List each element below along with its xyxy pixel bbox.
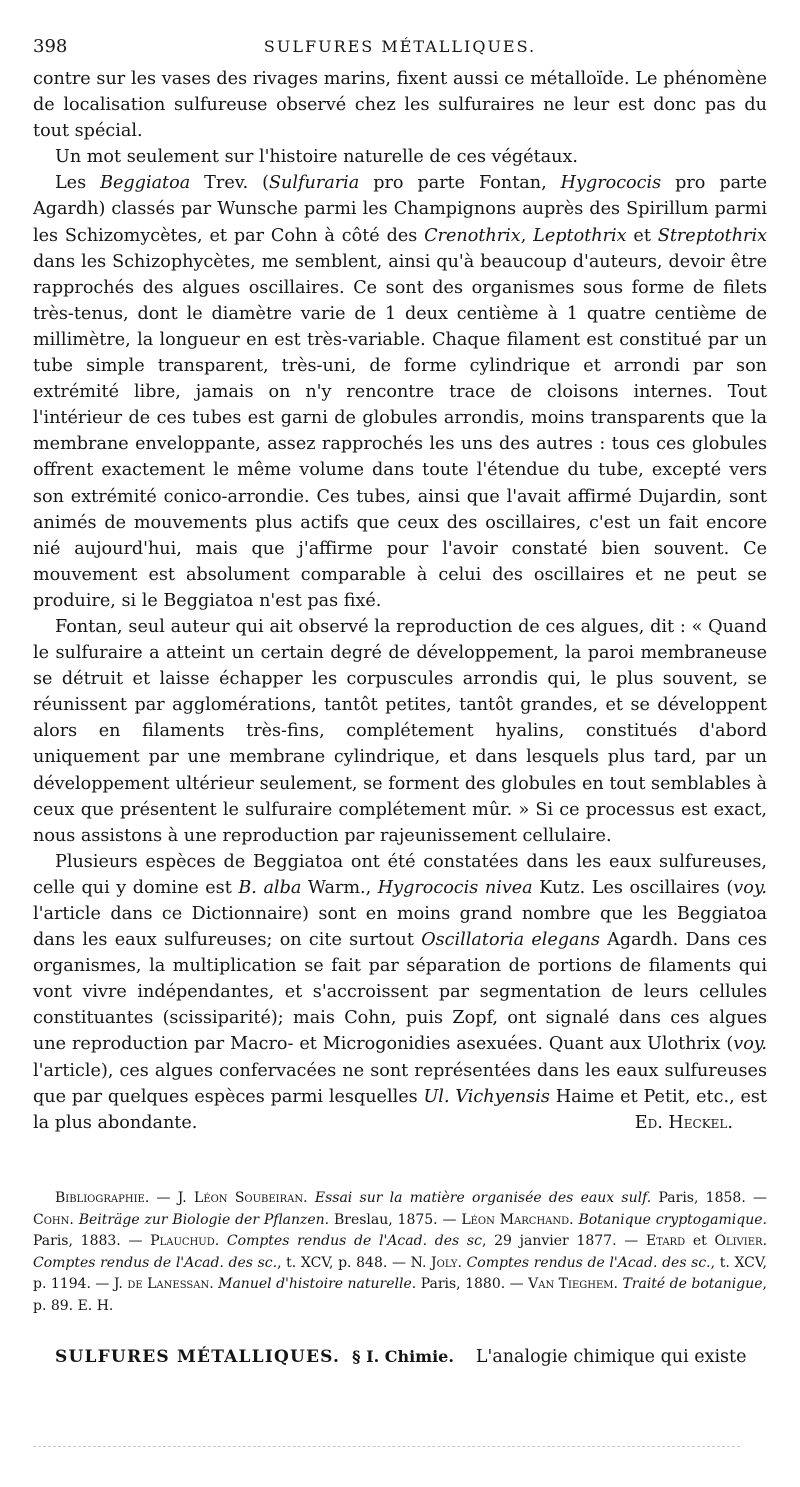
italic-run: Ul. Vichyensis [423, 1086, 550, 1107]
italic-run: Manuel d'histoire naturelle. [218, 1276, 417, 1292]
italic-run: Traité de botanigue [622, 1276, 763, 1292]
italic-run: Comptes rendus de l'Acad. des sc. [33, 1254, 278, 1271]
text-run: Trev. ( [190, 173, 269, 194]
text-run: . [762, 1233, 768, 1249]
italic-run: Hygrococis [560, 173, 662, 194]
italic-run: Beiträge zur Biologie der Pflanzen. [78, 1211, 330, 1228]
text-run: Paris, 1880. — [416, 1276, 529, 1292]
article-body [33, 66, 767, 1136]
italic-run: Sulfuraria [269, 173, 360, 194]
text-run: Haime et Petit, etc., est la plus abondante. [33, 1086, 768, 1133]
bleed-through-line [33, 1446, 740, 1447]
text-run: et [685, 1233, 715, 1249]
smallcaps-run: Léon Marchand [461, 1211, 570, 1228]
paragraph-5 [33, 849, 767, 1136]
running-head: SULFURES MÉTALLIQUES. [263, 36, 537, 56]
italic-run: Beggiatoa [100, 173, 191, 194]
next-entry-heading [55, 1344, 767, 1370]
smallcaps-run: Van Tieghem [528, 1276, 614, 1292]
text-run: , t. XCV, p. 1194. — J. [33, 1254, 768, 1292]
smallcaps-run: Cohn [33, 1211, 70, 1228]
smallcaps-run: de Lanessan [127, 1276, 210, 1292]
text-run: , t. XCV, p. 848. — N. [277, 1254, 432, 1271]
text-run: Les [55, 173, 101, 194]
italic-run: voy. [733, 877, 768, 898]
paragraph-3 [33, 170, 767, 614]
paragraph-1: contre sur les vases des rivages marins, fixent aussi ce métalloïde. Le phénomène de localisation sulfureuse observé chez les sulfuraires ne leur est donc pas du tout spécial. [33, 69, 767, 142]
text-run: pro parte Fontan, [359, 173, 561, 194]
text-run: , 29 janvier 1877. — [481, 1233, 646, 1249]
text-run: et [626, 225, 658, 246]
text-run: dans les Schizophycètes, me semblent, ainsi qu'à beaucoup d'auteurs, devoir être rapprochés des algues oscillaires. Ce sont des organismes sous forme de filets très-tenus, dont le diamètre varie de 1 deux centième à 1 quatre centième de millimètre, la longueur en est très-variable. Chaque filament est constitué par un tube simple transparent, très-uni, de forme cylindrique et arrondi par son extrémité libre, jamais on n'y rencontre trace de cloisons internes. Tout l'intérieur de ces tubes est garni de globules arrondis, moins transparents que la membrane enveloppante, assez rapprochés les uns des autres : tous ces globules offrent exactement le même volume dans toute l'étendue du tube, excepté vers son extrémité conico-arrondie. Ces tubes, ainsi que l'avait affirmé Dujardin, sont animés de mouvements plus actifs que ceux des oscillaires, c'est un fait encore nié aujourd'hui, mais que j'affirme pour l'avoir constaté bien souvent. Ce mouvement est absolument comparable à celui des oscillaires et ne peut se produire, si le Beggiatoa n'est pas fixé. [33, 251, 767, 611]
italic-run: Essai sur la matière organisée des eaux sulf. [314, 1190, 652, 1206]
page-header [33, 34, 767, 58]
text-run: Paris, 1883. — [33, 1233, 151, 1249]
text-run: Paris, 1858. — [651, 1190, 768, 1206]
smallcaps-run: Joly [431, 1254, 458, 1271]
entry-text: L'analogie chimique qui existe [475, 1347, 747, 1367]
italic-run: voy. [733, 1034, 767, 1055]
italic-run: Leptothrix [533, 225, 627, 246]
text-run: Kutz. Les oscillaires ( [532, 877, 734, 898]
page-number: 398 [33, 35, 68, 57]
paragraph-2: Un mot seulement sur l'histoire naturelle de ces végétaux. [55, 147, 578, 168]
smallcaps-run: Bibliographie. [55, 1190, 150, 1206]
text-run: . [209, 1276, 219, 1292]
italic-run: Hygrococis nivea [377, 877, 533, 898]
bibliography [33, 1188, 767, 1317]
smallcaps-run: Plauchud [150, 1233, 215, 1249]
text-run: Breslau, 1875. — [329, 1211, 462, 1228]
bibliography-text [33, 1188, 767, 1317]
italic-run: Oscillatoria elegans [421, 930, 600, 951]
text-run: . [569, 1211, 579, 1228]
italic-run: Comptes rendus de l'Acad. des sc. [466, 1254, 711, 1271]
text-run: Warm., [301, 877, 378, 898]
author-signature: Ed. Heckel. [634, 1112, 733, 1133]
entry-title: SULFURES MÉTALLIQUES. [55, 1347, 341, 1367]
text-run: . [69, 1211, 79, 1228]
smallcaps-run: Etard [645, 1233, 686, 1249]
text-run: , [520, 225, 534, 246]
smallcaps-run: Léon Soubeiran [194, 1190, 304, 1206]
smallcaps-run: Olivier [714, 1233, 763, 1249]
text-run: — J. [149, 1190, 195, 1206]
paragraph-4: Fontan, seul auteur qui ait observé la reproduction de ces algues, dit : « Quand le sulfuraire a atteint un certain degré de développement, la paroi membraneuse se détruit et laisse échapper les corpuscules arrondis qui, le plus souvent, se réunissent par agglomérations, tantôt petites, tantôt grandes, et se développent alors en filaments très-fins, complétement hyalins, constitués d'abord uniquement par une membrane cylindrique, et dans lesquels plus tard, par un développement ultérieur seulement, se forment des globules en tout semblables à ceux que présentent le sulfuraire complétement mûr. » Si ce processus est exact, nous assistons à une reproduction par rajeunissement cellulaire. [33, 616, 767, 846]
text-run: . [457, 1254, 467, 1271]
text-run: l'article dans ce Dictionnaire) sont en moins grand nombre que les Beggiatoa dans les eaux sulfureuses; on cite surtout [33, 904, 767, 951]
text-run: pro parte Agardh) classés par Wunsche parmi les Champignons auprès des Spirillum parmi les Schizomycètes, et par Cohn à côté des [33, 173, 767, 246]
text-run: . [613, 1276, 623, 1292]
paragraph-5-text [33, 852, 767, 1133]
text-run: . [214, 1233, 227, 1249]
text-run: Agardh. Dans ces organismes, la multiplication se fait par séparation de portions de filaments qui vont vivre indépendantes, et s'accroissent par segmentation de leurs cellules constituantes (scissiparité); mais Cohn, puis Zopf, ont signalé dans ces algues une reproduction par Macro- et Microgonidies asexuées. Quant aux Ulothrix ( [33, 930, 767, 1055]
italic-run: B. alba [238, 877, 302, 898]
text-run: . [303, 1190, 315, 1206]
text-run: Plusieurs espèces de Beggiatoa ont été constatées dans les eaux sulfureuses, celle qui y domine est [33, 851, 767, 898]
entry-section: § I. Chimie. [352, 1347, 454, 1366]
italic-run: Crenothrix [424, 225, 521, 246]
text-run: l'article), ces algues confervacées ne sont représentées dans les eaux sulfureuses que par quelques espèces parmi lesquelles [33, 1060, 767, 1107]
italic-run: Streptothrix [657, 225, 767, 246]
text-run: , p. 89. E. H. [33, 1276, 767, 1314]
italic-run: Comptes rendus de l'Acad. des sc [226, 1233, 482, 1249]
italic-run: Botanique cryptogamique. [578, 1211, 767, 1228]
